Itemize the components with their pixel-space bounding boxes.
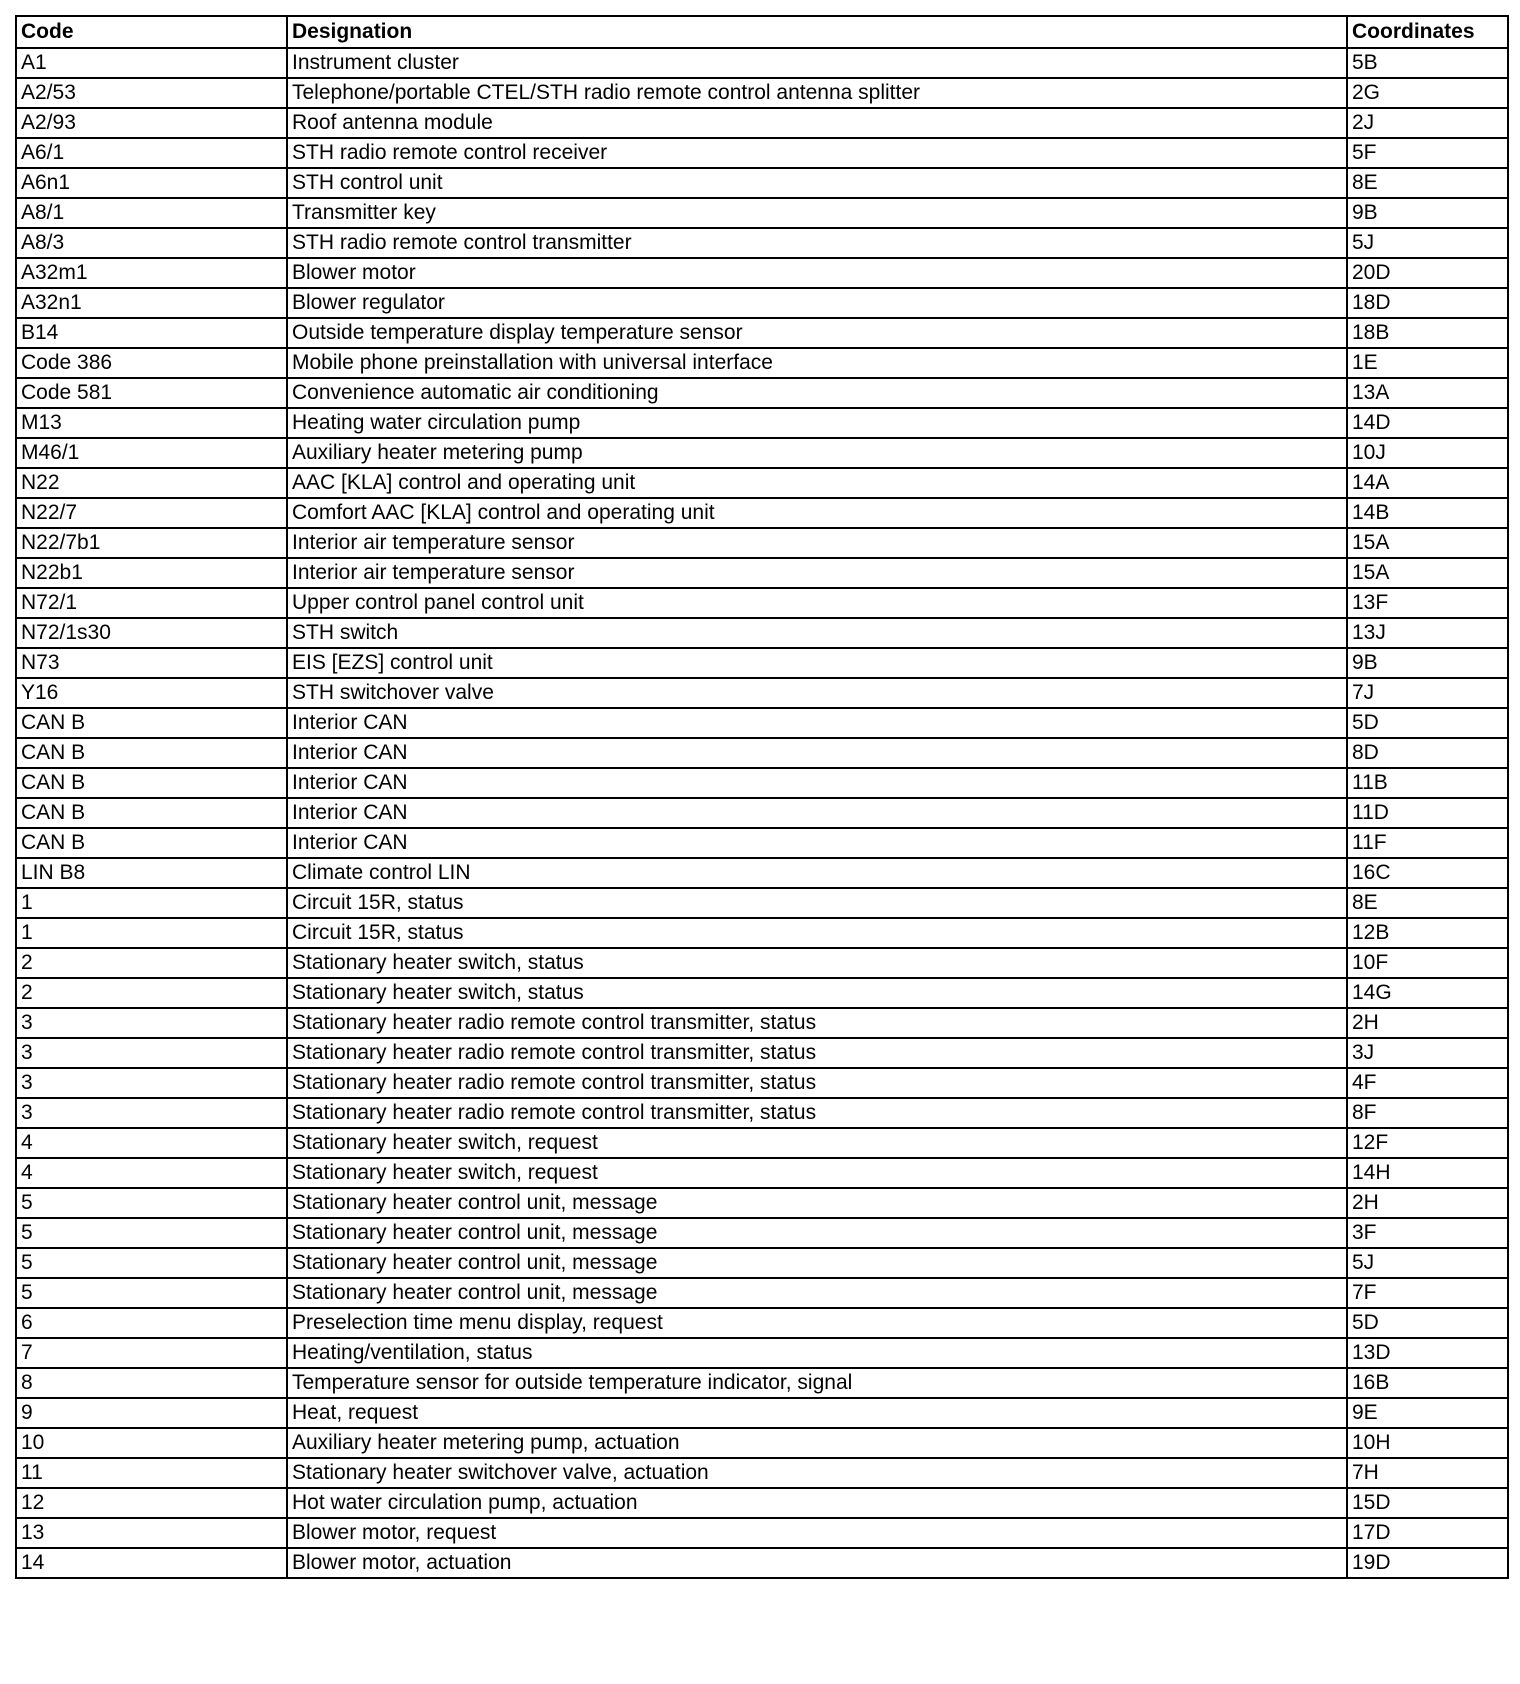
table-row bbox=[16, 468, 1508, 498]
cell-designation: Roof antenna module bbox=[287, 108, 1347, 138]
cell-designation: Stationary heater radio remote control transmitter, status bbox=[287, 1038, 1347, 1068]
cell-code: N22 bbox=[16, 468, 287, 498]
cell-code: A8/1 bbox=[16, 198, 287, 228]
table-row bbox=[16, 168, 1508, 198]
cell-code: 6 bbox=[16, 1308, 287, 1338]
cell-code: Y16 bbox=[16, 678, 287, 708]
cell-designation: Stationary heater control unit, message bbox=[287, 1188, 1347, 1218]
cell-designation: Stationary heater switch, request bbox=[287, 1158, 1347, 1188]
cell-designation: STH control unit bbox=[287, 168, 1347, 198]
cell-coordinates: 9B bbox=[1347, 648, 1508, 678]
cell-designation: Heating water circulation pump bbox=[287, 408, 1347, 438]
cell-coordinates: 12B bbox=[1347, 918, 1508, 948]
table-row bbox=[16, 1278, 1508, 1308]
cell-coordinates: 2G bbox=[1347, 78, 1508, 108]
cell-coordinates: 7F bbox=[1347, 1278, 1508, 1308]
cell-designation: Stationary heater control unit, message bbox=[287, 1218, 1347, 1248]
cell-code: 2 bbox=[16, 978, 287, 1008]
cell-designation: Transmitter key bbox=[287, 198, 1347, 228]
cell-coordinates: 11B bbox=[1347, 768, 1508, 798]
table-row bbox=[16, 978, 1508, 1008]
cell-coordinates: 16B bbox=[1347, 1368, 1508, 1398]
cell-designation: Climate control LIN bbox=[287, 858, 1347, 888]
cell-code: A1 bbox=[16, 48, 287, 78]
table-row bbox=[16, 1188, 1508, 1218]
cell-code: 3 bbox=[16, 1008, 287, 1038]
cell-code: 9 bbox=[16, 1398, 287, 1428]
cell-coordinates: 16C bbox=[1347, 858, 1508, 888]
cell-designation: Stationary heater radio remote control transmitter, status bbox=[287, 1008, 1347, 1038]
table-row bbox=[16, 828, 1508, 858]
table-row bbox=[16, 558, 1508, 588]
table-row bbox=[16, 438, 1508, 468]
cell-coordinates: 7H bbox=[1347, 1458, 1508, 1488]
table-row bbox=[16, 1038, 1508, 1068]
cell-code: 5 bbox=[16, 1278, 287, 1308]
table-row bbox=[16, 1518, 1508, 1548]
table-row bbox=[16, 408, 1508, 438]
cell-designation: STH radio remote control transmitter bbox=[287, 228, 1347, 258]
cell-code: N22b1 bbox=[16, 558, 287, 588]
cell-coordinates: 18D bbox=[1347, 288, 1508, 318]
cell-coordinates: 2J bbox=[1347, 108, 1508, 138]
table-row bbox=[16, 258, 1508, 288]
table-row bbox=[16, 228, 1508, 258]
cell-designation: Heat, request bbox=[287, 1398, 1347, 1428]
header-code: Code bbox=[16, 16, 287, 48]
cell-coordinates: 4F bbox=[1347, 1068, 1508, 1098]
table-row bbox=[16, 678, 1508, 708]
cell-designation: Circuit 15R, status bbox=[287, 918, 1347, 948]
cell-code: B14 bbox=[16, 318, 287, 348]
cell-coordinates: 15A bbox=[1347, 528, 1508, 558]
cell-coordinates: 13F bbox=[1347, 588, 1508, 618]
cell-coordinates: 15A bbox=[1347, 558, 1508, 588]
cell-designation: STH radio remote control receiver bbox=[287, 138, 1347, 168]
cell-designation: Stationary heater control unit, message bbox=[287, 1248, 1347, 1278]
cell-code: M46/1 bbox=[16, 438, 287, 468]
cell-designation: Stationary heater switch, status bbox=[287, 978, 1347, 1008]
cell-code: CAN B bbox=[16, 768, 287, 798]
cell-coordinates: 8E bbox=[1347, 168, 1508, 198]
cell-designation: Interior air temperature sensor bbox=[287, 528, 1347, 558]
cell-coordinates: 14G bbox=[1347, 978, 1508, 1008]
table-row bbox=[16, 918, 1508, 948]
table-row bbox=[16, 738, 1508, 768]
cell-designation: Stationary heater control unit, message bbox=[287, 1278, 1347, 1308]
cell-code: 1 bbox=[16, 918, 287, 948]
cell-coordinates: 12F bbox=[1347, 1128, 1508, 1158]
cell-designation: AAC [KLA] control and operating unit bbox=[287, 468, 1347, 498]
cell-designation: Stationary heater radio remote control transmitter, status bbox=[287, 1098, 1347, 1128]
cell-code: 1 bbox=[16, 888, 287, 918]
cell-coordinates: 5D bbox=[1347, 1308, 1508, 1338]
cell-coordinates: 18B bbox=[1347, 318, 1508, 348]
table-body bbox=[16, 48, 1508, 1578]
table-row bbox=[16, 1248, 1508, 1278]
header-coordinates: Coordinates bbox=[1347, 16, 1508, 48]
cell-code: 8 bbox=[16, 1368, 287, 1398]
cell-code: A6/1 bbox=[16, 138, 287, 168]
cell-designation: EIS [EZS] control unit bbox=[287, 648, 1347, 678]
cell-designation: Mobile phone preinstallation with universal interface bbox=[287, 348, 1347, 378]
cell-coordinates: 11F bbox=[1347, 828, 1508, 858]
header-designation: Designation bbox=[287, 16, 1347, 48]
cell-code: 13 bbox=[16, 1518, 287, 1548]
cell-code: A2/53 bbox=[16, 78, 287, 108]
cell-code: A32m1 bbox=[16, 258, 287, 288]
cell-designation: Hot water circulation pump, actuation bbox=[287, 1488, 1347, 1518]
cell-code: 3 bbox=[16, 1068, 287, 1098]
cell-code: A2/93 bbox=[16, 108, 287, 138]
cell-code: N73 bbox=[16, 648, 287, 678]
table-row bbox=[16, 618, 1508, 648]
table-header bbox=[16, 16, 1508, 48]
cell-designation: Stationary heater switchover valve, actuation bbox=[287, 1458, 1347, 1488]
table-row bbox=[16, 648, 1508, 678]
cell-code: 7 bbox=[16, 1338, 287, 1368]
cell-coordinates: 19D bbox=[1347, 1548, 1508, 1578]
cell-designation: Stationary heater radio remote control transmitter, status bbox=[287, 1068, 1347, 1098]
cell-code: 12 bbox=[16, 1488, 287, 1518]
cell-coordinates: 1E bbox=[1347, 348, 1508, 378]
cell-coordinates: 8D bbox=[1347, 738, 1508, 768]
cell-code: 5 bbox=[16, 1188, 287, 1218]
cell-code: Code 581 bbox=[16, 378, 287, 408]
cell-coordinates: 10H bbox=[1347, 1428, 1508, 1458]
cell-code: N22/7b1 bbox=[16, 528, 287, 558]
table-row bbox=[16, 1218, 1508, 1248]
cell-code: A32n1 bbox=[16, 288, 287, 318]
cell-coordinates: 8E bbox=[1347, 888, 1508, 918]
table-row bbox=[16, 1548, 1508, 1578]
cell-designation: Interior air temperature sensor bbox=[287, 558, 1347, 588]
cell-code: 5 bbox=[16, 1218, 287, 1248]
cell-code: CAN B bbox=[16, 798, 287, 828]
header-row bbox=[16, 16, 1508, 48]
cell-code: N22/7 bbox=[16, 498, 287, 528]
cell-designation: Interior CAN bbox=[287, 738, 1347, 768]
cell-designation: Interior CAN bbox=[287, 708, 1347, 738]
cell-designation: Auxiliary heater metering pump bbox=[287, 438, 1347, 468]
table-row bbox=[16, 1488, 1508, 1518]
cell-code: 11 bbox=[16, 1458, 287, 1488]
cell-code: Code 386 bbox=[16, 348, 287, 378]
cell-designation: Blower motor bbox=[287, 258, 1347, 288]
table-row bbox=[16, 108, 1508, 138]
cell-coordinates: 9B bbox=[1347, 198, 1508, 228]
cell-coordinates: 13J bbox=[1347, 618, 1508, 648]
cell-coordinates: 8F bbox=[1347, 1098, 1508, 1128]
table-row bbox=[16, 1368, 1508, 1398]
cell-designation: Interior CAN bbox=[287, 768, 1347, 798]
cell-designation: Blower motor, request bbox=[287, 1518, 1347, 1548]
cell-designation: STH switchover valve bbox=[287, 678, 1347, 708]
cell-designation: Interior CAN bbox=[287, 798, 1347, 828]
cell-designation: Stationary heater switch, request bbox=[287, 1128, 1347, 1158]
cell-coordinates: 2H bbox=[1347, 1008, 1508, 1038]
cell-code: 2 bbox=[16, 948, 287, 978]
legend-table-container bbox=[15, 15, 1507, 1579]
legend-table bbox=[15, 15, 1509, 1579]
table-row bbox=[16, 528, 1508, 558]
cell-code: 4 bbox=[16, 1128, 287, 1158]
cell-designation: Circuit 15R, status bbox=[287, 888, 1347, 918]
cell-coordinates: 9E bbox=[1347, 1398, 1508, 1428]
cell-coordinates: 3J bbox=[1347, 1038, 1508, 1068]
table-row bbox=[16, 378, 1508, 408]
cell-designation: Preselection time menu display, request bbox=[287, 1308, 1347, 1338]
cell-code: 3 bbox=[16, 1098, 287, 1128]
table-row bbox=[16, 888, 1508, 918]
cell-coordinates: 15D bbox=[1347, 1488, 1508, 1518]
cell-coordinates: 7J bbox=[1347, 678, 1508, 708]
cell-coordinates: 2H bbox=[1347, 1188, 1508, 1218]
cell-designation: Instrument cluster bbox=[287, 48, 1347, 78]
cell-designation: Blower regulator bbox=[287, 288, 1347, 318]
cell-code: 10 bbox=[16, 1428, 287, 1458]
cell-coordinates: 13D bbox=[1347, 1338, 1508, 1368]
table-row bbox=[16, 498, 1508, 528]
cell-designation: Upper control panel control unit bbox=[287, 588, 1347, 618]
table-row bbox=[16, 1308, 1508, 1338]
table-row bbox=[16, 708, 1508, 738]
cell-designation: Convenience automatic air conditioning bbox=[287, 378, 1347, 408]
cell-designation: Comfort AAC [KLA] control and operating unit bbox=[287, 498, 1347, 528]
table-row bbox=[16, 798, 1508, 828]
cell-designation: Interior CAN bbox=[287, 828, 1347, 858]
cell-designation: STH switch bbox=[287, 618, 1347, 648]
table-row bbox=[16, 948, 1508, 978]
cell-code: A6n1 bbox=[16, 168, 287, 198]
cell-code: CAN B bbox=[16, 828, 287, 858]
cell-designation: Heating/ventilation, status bbox=[287, 1338, 1347, 1368]
cell-code: CAN B bbox=[16, 738, 287, 768]
table-row bbox=[16, 1068, 1508, 1098]
cell-designation: Telephone/portable CTEL/STH radio remote control antenna splitter bbox=[287, 78, 1347, 108]
cell-code: A8/3 bbox=[16, 228, 287, 258]
cell-coordinates: 5J bbox=[1347, 228, 1508, 258]
cell-coordinates: 13A bbox=[1347, 378, 1508, 408]
table-row bbox=[16, 588, 1508, 618]
cell-code: 3 bbox=[16, 1038, 287, 1068]
cell-coordinates: 5D bbox=[1347, 708, 1508, 738]
table-row bbox=[16, 288, 1508, 318]
cell-code: CAN B bbox=[16, 708, 287, 738]
cell-designation: Stationary heater switch, status bbox=[287, 948, 1347, 978]
table-row bbox=[16, 1458, 1508, 1488]
cell-code: 4 bbox=[16, 1158, 287, 1188]
cell-coordinates: 14B bbox=[1347, 498, 1508, 528]
cell-designation: Outside temperature display temperature sensor bbox=[287, 318, 1347, 348]
cell-designation: Temperature sensor for outside temperature indicator, signal bbox=[287, 1368, 1347, 1398]
cell-coordinates: 14H bbox=[1347, 1158, 1508, 1188]
cell-code: 14 bbox=[16, 1548, 287, 1578]
table-row bbox=[16, 858, 1508, 888]
table-row bbox=[16, 768, 1508, 798]
cell-code: N72/1s30 bbox=[16, 618, 287, 648]
cell-designation: Auxiliary heater metering pump, actuation bbox=[287, 1428, 1347, 1458]
cell-coordinates: 3F bbox=[1347, 1218, 1508, 1248]
cell-code: LIN B8 bbox=[16, 858, 287, 888]
cell-coordinates: 11D bbox=[1347, 798, 1508, 828]
table-row bbox=[16, 1338, 1508, 1368]
cell-code: M13 bbox=[16, 408, 287, 438]
cell-coordinates: 14A bbox=[1347, 468, 1508, 498]
table-row bbox=[16, 78, 1508, 108]
table-row bbox=[16, 1128, 1508, 1158]
cell-code: N72/1 bbox=[16, 588, 287, 618]
cell-coordinates: 5J bbox=[1347, 1248, 1508, 1278]
cell-code: 5 bbox=[16, 1248, 287, 1278]
cell-coordinates: 10J bbox=[1347, 438, 1508, 468]
cell-coordinates: 14D bbox=[1347, 408, 1508, 438]
table-row bbox=[16, 198, 1508, 228]
cell-coordinates: 17D bbox=[1347, 1518, 1508, 1548]
cell-coordinates: 5B bbox=[1347, 48, 1508, 78]
table-row bbox=[16, 138, 1508, 168]
table-row bbox=[16, 348, 1508, 378]
table-row bbox=[16, 1098, 1508, 1128]
table-row bbox=[16, 1398, 1508, 1428]
cell-coordinates: 10F bbox=[1347, 948, 1508, 978]
cell-coordinates: 5F bbox=[1347, 138, 1508, 168]
table-row bbox=[16, 1428, 1508, 1458]
table-row bbox=[16, 48, 1508, 78]
cell-coordinates: 20D bbox=[1347, 258, 1508, 288]
cell-designation: Blower motor, actuation bbox=[287, 1548, 1347, 1578]
table-row bbox=[16, 318, 1508, 348]
table-row bbox=[16, 1158, 1508, 1188]
table-row bbox=[16, 1008, 1508, 1038]
